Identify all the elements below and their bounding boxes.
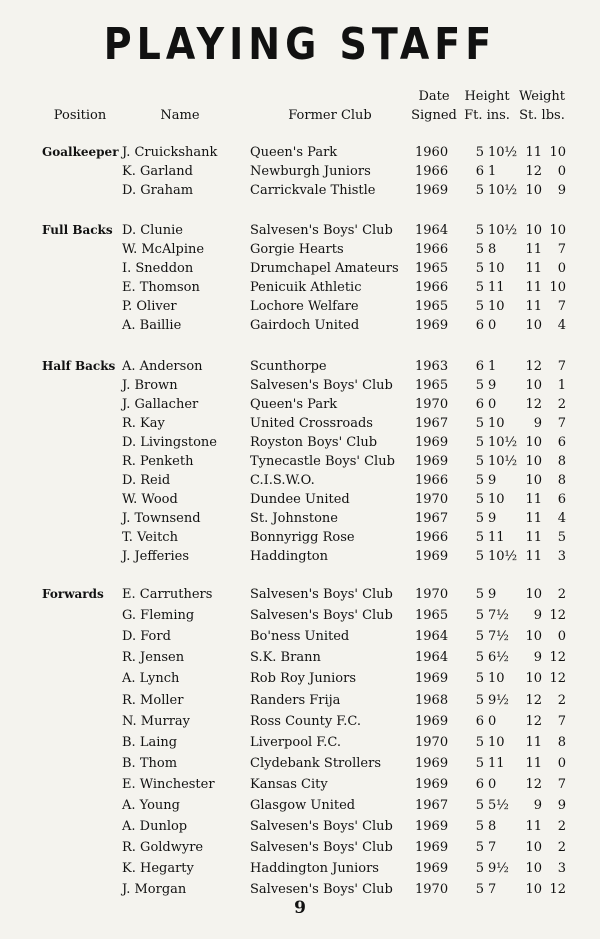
table-row [0,669,600,688]
weight-pounds: 7 [557,299,566,314]
former-club: Salvesen's Boys' Club [250,587,393,602]
table-row [0,414,600,433]
table-row [0,509,600,528]
weight-stones: 10 [525,587,542,602]
player-name: I. Sneddon [122,261,194,276]
height-feet: 6 [475,318,484,333]
player-name: T. Veitch [122,530,178,545]
height-feet: 6 [475,397,484,412]
table-row [0,880,600,899]
height-inches: 8 [488,242,497,257]
former-club: Queen's Park [250,397,338,412]
player-name: R. Kay [122,416,165,431]
former-club: Bonnyrigg Rose [250,530,355,545]
player-name: K. Garland [122,164,193,179]
player-name: E. Winchester [122,776,215,792]
weight-pounds: 3 [557,861,566,877]
height-inches: 1 [488,359,497,374]
height-inches: 9 [488,511,497,526]
height-inches: 10½ [488,145,518,160]
height-inches: 10 [488,261,505,276]
weight-stones: 12 [525,397,542,412]
position-label: Full Backs [42,223,113,237]
header-date-signed [410,87,458,125]
height-feet: 5 [475,299,484,314]
weight-pounds: 7 [557,713,566,729]
height-inches: 10½ [488,549,518,564]
date-signed: 1969 [415,435,449,450]
table-row [0,754,600,773]
table-row [0,775,600,794]
date-signed: 1965 [415,378,449,393]
date-signed: 1970 [415,587,449,602]
former-club: Gairdoch United [250,318,360,333]
former-club: Kansas City [250,776,328,792]
height-inches: 10½ [488,183,518,198]
weight-pounds: 6 [557,435,566,450]
weight-pounds: 9 [557,798,566,813]
date-signed: 1964 [415,650,449,666]
weight-pounds: 8 [557,734,566,750]
height-inches: 7 [488,882,497,898]
height-inches: 11 [488,530,505,545]
table-row [0,817,600,836]
header-date-line2: Signed [411,108,457,123]
former-club: Salvesen's Boys' Club [250,223,393,238]
player-name: J. Brown [122,378,178,393]
former-club: Bo'ness United [250,629,350,645]
weight-pounds: 12 [549,608,566,624]
height-inches: 0 [488,397,497,412]
weight-pounds: 7 [557,416,566,431]
former-club: Salvesen's Boys' Club [250,819,393,835]
height-feet: 6 [475,713,484,729]
height-feet: 5 [475,530,484,545]
player-name: A. Young [122,798,180,813]
date-signed: 1969 [415,318,449,333]
height-inches: 7½ [488,608,509,624]
height-feet: 5 [475,473,484,488]
former-club: St. Johnstone [250,511,338,526]
weight-pounds: 4 [557,318,566,333]
weight-pounds: 10 [549,280,566,295]
table-row [0,316,600,335]
weight-pounds: 1 [557,378,566,393]
height-feet: 5 [475,650,484,666]
height-inches: 10 [488,492,505,507]
weight-stones: 12 [525,713,542,729]
weight-pounds: 0 [557,629,566,645]
weight-stones: 11 [525,242,542,257]
weight-stones: 10 [525,318,542,333]
weight-pounds: 2 [557,692,566,708]
former-club: Royston Boys' Club [250,435,378,450]
weight-stones: 11 [525,549,542,564]
weight-stones: 11 [525,819,542,835]
height-feet: 5 [475,223,484,238]
height-feet: 5 [475,145,484,160]
height-feet: 5 [475,183,484,198]
former-club: Gorgie Hearts [250,242,344,257]
date-signed: 1969 [415,549,449,564]
height-feet: 5 [475,549,484,564]
former-club: Rob Roy Juniors [250,671,356,687]
height-feet: 5 [475,861,484,877]
weight-pounds: 7 [557,776,566,792]
player-name: D. Ford [122,629,171,645]
date-signed: 1969 [415,183,449,198]
weight-pounds: 12 [549,650,566,666]
player-name: A. Anderson [122,359,203,374]
header-former-club: Former Club [288,108,372,123]
former-club: Ross County F.C. [250,713,362,729]
height-feet: 5 [475,629,484,645]
date-signed: 1965 [415,608,449,624]
height-feet: 5 [475,280,484,295]
weight-stones: 11 [525,734,542,750]
height-feet: 5 [475,492,484,507]
former-club: Drumchapel Amateurs [250,261,399,276]
player-name: A. Lynch [122,671,180,687]
height-inches: 10½ [488,223,518,238]
player-name: D. Livingstone [122,435,217,450]
weight-stones: 11 [525,492,542,507]
height-inches: 11 [488,280,505,295]
height-feet: 5 [475,798,484,813]
height-feet: 6 [475,164,484,179]
table-row [0,648,600,667]
player-name: K. Hegarty [122,861,194,877]
height-inches: 9 [488,378,497,393]
height-feet: 5 [475,819,484,835]
position-label: Half Backs [42,359,116,373]
date-signed: 1966 [415,280,449,295]
former-club: Liverpool F.C. [250,734,342,750]
height-feet: 6 [475,359,484,374]
table-row [0,357,600,376]
weight-pounds: 6 [557,492,566,507]
former-club: Salvesen's Boys' Club [250,840,393,856]
former-club: Haddington [250,549,329,564]
page-title: PLAYING STAFF [103,18,497,70]
former-club: United Crossroads [250,416,373,431]
table-row [0,528,600,547]
weight-stones: 10 [525,454,542,469]
height-inches: 9½ [488,861,509,877]
date-signed: 1966 [415,530,449,545]
height-inches: 0 [488,776,497,792]
date-signed: 1965 [415,299,449,314]
weight-pounds: 9 [557,183,566,198]
player-name: J. Townsend [122,511,201,526]
former-club: Penicuik Athletic [250,280,362,295]
table-row [0,162,600,181]
weight-pounds: 2 [557,587,566,602]
table-row [0,627,600,646]
date-signed: 1964 [415,223,449,238]
table-row [0,259,600,278]
date-signed: 1969 [415,840,449,856]
weight-stones: 12 [525,164,542,179]
table-row [0,547,600,566]
table-row [0,606,600,625]
header-height-line1: Height [464,89,510,104]
weight-stones: 9 [533,608,542,624]
table-row [0,733,600,752]
height-inches: 6½ [488,650,509,666]
height-feet: 5 [475,435,484,450]
height-inches: 7½ [488,629,509,645]
weight-stones: 11 [525,261,542,276]
height-inches: 5½ [488,798,509,813]
weight-pounds: 2 [557,397,566,412]
height-feet: 5 [475,454,484,469]
weight-pounds: 10 [549,223,566,238]
height-inches: 11 [488,755,505,771]
former-club: Glasgow United [250,798,356,813]
height-inches: 10 [488,734,505,750]
weight-stones: 11 [525,280,542,295]
weight-pounds: 0 [557,261,566,276]
height-feet: 5 [475,587,484,602]
header-name: Name [160,108,200,123]
weight-pounds: 3 [557,549,566,564]
date-signed: 1969 [415,776,449,792]
weight-stones: 10 [525,473,542,488]
weight-stones: 9 [533,798,542,813]
weight-pounds: 12 [549,882,566,898]
player-name: E. Carruthers [122,587,213,602]
height-feet: 5 [475,882,484,898]
table-row [0,796,600,815]
weight-pounds: 0 [557,164,566,179]
player-name: B. Thom [122,755,178,771]
former-club: C.I.S.W.O. [250,473,315,488]
date-signed: 1969 [415,454,449,469]
player-name: W. McAlpine [122,242,205,257]
former-club: S.K. Brann [250,650,321,666]
weight-stones: 11 [525,299,542,314]
weight-pounds: 12 [549,671,566,687]
date-signed: 1969 [415,755,449,771]
table-row [0,452,600,471]
height-inches: 10 [488,671,505,687]
table-row [0,376,600,395]
date-signed: 1969 [415,671,449,687]
player-name: D. Clunie [122,223,183,238]
date-signed: 1963 [415,359,449,374]
weight-stones: 11 [525,145,542,160]
weight-stones: 10 [525,435,542,450]
weight-pounds: 2 [557,819,566,835]
header-weight-line2: St. lbs. [519,108,565,123]
weight-stones: 12 [525,359,542,374]
weight-stones: 11 [525,511,542,526]
weight-pounds: 0 [557,755,566,771]
table-row [0,859,600,878]
former-club: Scunthorpe [250,359,327,374]
date-signed: 1968 [415,692,449,708]
table-row [0,838,600,857]
weight-stones: 10 [525,840,542,856]
weight-stones: 10 [525,378,542,393]
height-feet: 5 [475,692,484,708]
player-name: J. Jefferies [122,549,190,564]
weight-pounds: 7 [557,359,566,374]
former-club: Randers Frija [250,692,341,708]
date-signed: 1965 [415,261,449,276]
height-inches: 8 [488,819,497,835]
former-club: Clydebank Strollers [250,755,381,771]
height-feet: 5 [475,416,484,431]
date-signed: 1967 [415,416,449,431]
weight-pounds: 10 [549,145,566,160]
height-feet: 5 [475,608,484,624]
page-number: 9 [294,898,306,918]
weight-stones: 10 [525,671,542,687]
weight-stones: 10 [525,629,542,645]
height-feet: 5 [475,755,484,771]
former-club: Salvesen's Boys' Club [250,608,393,624]
former-club: Dundee United [250,492,350,507]
table-row [0,240,600,259]
height-feet: 5 [475,840,484,856]
weight-stones: 11 [525,755,542,771]
weight-stones: 11 [525,530,542,545]
date-signed: 1966 [415,164,449,179]
height-feet: 5 [475,671,484,687]
former-club: Carrickvale Thistle [250,183,376,198]
header-weight [516,87,568,125]
weight-pounds: 8 [557,454,566,469]
table-row [0,143,600,162]
weight-pounds: 8 [557,473,566,488]
header-height-line2: Ft. ins. [464,108,510,123]
height-inches: 9 [488,473,497,488]
date-signed: 1960 [415,145,449,160]
date-signed: 1970 [415,882,449,898]
height-feet: 5 [475,734,484,750]
date-signed: 1969 [415,861,449,877]
height-feet: 5 [475,511,484,526]
weight-stones: 10 [525,882,542,898]
table-row [0,181,600,200]
player-name: W. Wood [122,492,178,507]
player-name: E. Thomson [122,280,200,295]
table-row [0,691,600,710]
date-signed: 1964 [415,629,449,645]
height-feet: 5 [475,242,484,257]
height-inches: 9½ [488,692,509,708]
former-club: Salvesen's Boys' Club [250,882,393,898]
player-name: R. Jensen [122,650,185,666]
height-inches: 10 [488,299,505,314]
weight-stones: 9 [533,416,542,431]
player-name: N. Murray [122,713,191,729]
height-inches: 9 [488,587,497,602]
table-row [0,471,600,490]
date-signed: 1967 [415,798,449,813]
height-inches: 0 [488,713,497,729]
weight-stones: 9 [533,650,542,666]
date-signed: 1967 [415,511,449,526]
player-name: J. Morgan [122,882,187,898]
weight-stones: 10 [525,223,542,238]
player-name: R. Moller [122,692,184,708]
weight-stones: 12 [525,776,542,792]
position-label: Goalkeeper [42,145,119,159]
weight-stones: 12 [525,692,542,708]
table-row [0,585,600,604]
height-feet: 6 [475,776,484,792]
date-signed: 1969 [415,819,449,835]
header-position: Position [53,108,107,123]
player-name: A. Dunlop [122,819,188,835]
former-club: Haddington Juniors [250,861,379,877]
height-inches: 0 [488,318,497,333]
weight-pounds: 5 [557,530,566,545]
player-name: P. Oliver [122,299,177,314]
table-row [0,395,600,414]
weight-stones: 10 [525,861,542,877]
date-signed: 1966 [415,473,449,488]
height-feet: 5 [475,261,484,276]
table-row [0,221,600,240]
player-name: R. Goldwyre [122,840,204,856]
header-date-line1: Date [418,89,450,104]
height-inches: 7 [488,840,497,856]
date-signed: 1970 [415,492,449,507]
player-name: A. Baillie [122,318,182,333]
player-name: B. Laing [122,734,178,750]
date-signed: 1969 [415,713,449,729]
player-name: J. Cruickshank [122,145,218,160]
date-signed: 1970 [415,734,449,750]
player-name: R. Penketh [122,454,194,469]
former-club: Tynecastle Boys' Club [250,454,395,469]
weight-pounds: 4 [557,511,566,526]
table-row [0,433,600,452]
table-row [0,278,600,297]
weight-pounds: 7 [557,242,566,257]
weight-pounds: 2 [557,840,566,856]
date-signed: 1970 [415,397,449,412]
height-inches: 10 [488,416,505,431]
former-club: Queen's Park [250,145,338,160]
player-name: G. Fleming [122,608,195,624]
position-label: Forwards [42,587,104,601]
header-height [462,87,512,125]
table-row [0,712,600,731]
header-weight-line1: Weight [518,89,566,104]
weight-stones: 10 [525,183,542,198]
height-inches: 10½ [488,454,518,469]
date-signed: 1966 [415,242,449,257]
former-club: Newburgh Juniors [250,164,371,179]
height-feet: 5 [475,378,484,393]
table-row [0,490,600,509]
former-club: Salvesen's Boys' Club [250,378,393,393]
player-name: D. Graham [122,183,194,198]
height-inches: 10½ [488,435,518,450]
table-row [0,297,600,316]
player-name: J. Gallacher [122,397,199,412]
player-name: D. Reid [122,473,171,488]
height-inches: 1 [488,164,497,179]
former-club: Lochore Welfare [250,299,359,314]
